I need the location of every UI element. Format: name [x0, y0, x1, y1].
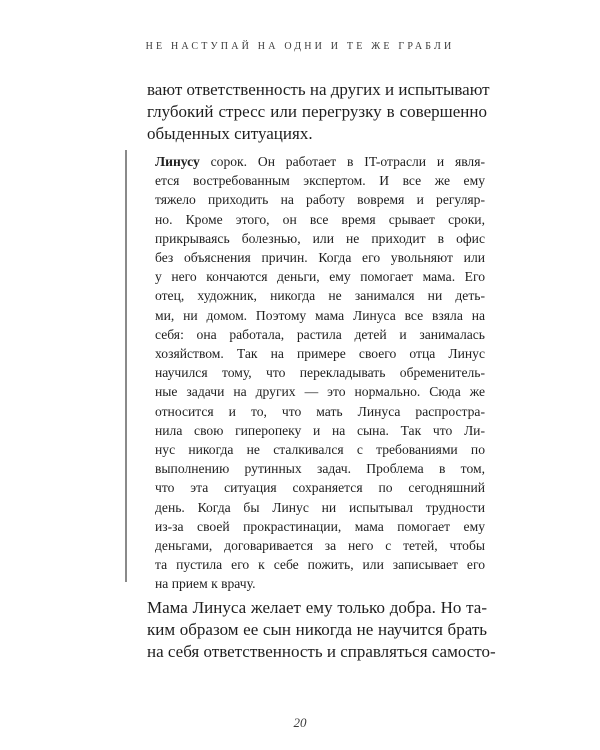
- running-head: НЕ НАСТУПАЙ НА ОДНИ И ТЕ ЖЕ ГРАБЛИ: [145, 41, 455, 52]
- case-study-rule: [125, 150, 127, 582]
- text-line: вают ответственность на других и испытывают: [147, 80, 490, 99]
- text-line: на прием к врачу.: [155, 576, 256, 592]
- text-line: [155, 152, 485, 171]
- text-line: нила свою гиперопеку и на сына. Так что Ли-: [155, 422, 485, 438]
- text-line: тяжело приходить на работу вовремя и регуляр-: [155, 192, 485, 208]
- text-line: обыденных ситуациях.: [147, 124, 313, 143]
- text-line: из-за своей прокрастинации, мама помогает ему: [155, 518, 485, 534]
- text-line: выполнению рутинных задач. Проблема в том,: [155, 461, 485, 477]
- text-line: относится и то, что мать Линуса распростра-: [155, 403, 485, 419]
- text-line: отец, художник, никогда не занимался ни деть-: [155, 288, 485, 304]
- text-line: но. Кроме этого, он все время срывает сроки,: [155, 211, 485, 227]
- text-line: ким образом ее сын никогда не научится брать: [147, 620, 487, 639]
- text-line: нус никогда не сталкивался с требованиями по: [155, 442, 485, 458]
- page-number: 20: [293, 715, 307, 730]
- text-line: прикрываясь болезнью, или не приходит в офис: [155, 230, 485, 246]
- case-study-block: [155, 152, 485, 594]
- text-line: ми, ни домом. Поэтому мама Линуса все взяла на: [155, 307, 485, 323]
- text-line: что эта ситуация сохраняется по сегодняшний: [155, 480, 485, 496]
- paragraph-bottom: [147, 597, 496, 663]
- text-line: хозяйством. Так на примере своего отца Линус: [155, 346, 485, 362]
- paragraph-top: [147, 79, 490, 145]
- text-line: научился тому, что перекладывать обременитель-: [155, 365, 485, 381]
- text-line: день. Когда бы Линус ни испытывал трудности: [155, 499, 485, 515]
- text-line: без объяснения причин. Когда его увольняют или: [155, 250, 485, 266]
- text-line: та пустила его к себе пожить, или записывает его: [155, 557, 485, 573]
- text-line: себя: она работала, растила детей и занималась: [155, 326, 485, 342]
- case-study-name: Линусу: [155, 154, 200, 169]
- text-line: на себя ответственность и справляться самосто-: [147, 642, 496, 661]
- text-line: ные задачи на других — это нормально. Сюда же: [155, 384, 485, 400]
- text-line: у него кончаются деньги, ему помогает мама. Его: [155, 269, 485, 285]
- text-line: глубокий стресс или перегрузку в совершенно: [147, 102, 487, 121]
- text-line: деньгами, договаривается за него с тетей, чтобы: [155, 538, 485, 554]
- text-line: Мама Линуса желает ему только добра. Но та-: [147, 598, 487, 617]
- text-line: ется востребованным экспертом. И все же ему: [155, 173, 485, 189]
- text-fragment: сорок. Он работает в IT-отрасли и явля-: [199, 154, 485, 169]
